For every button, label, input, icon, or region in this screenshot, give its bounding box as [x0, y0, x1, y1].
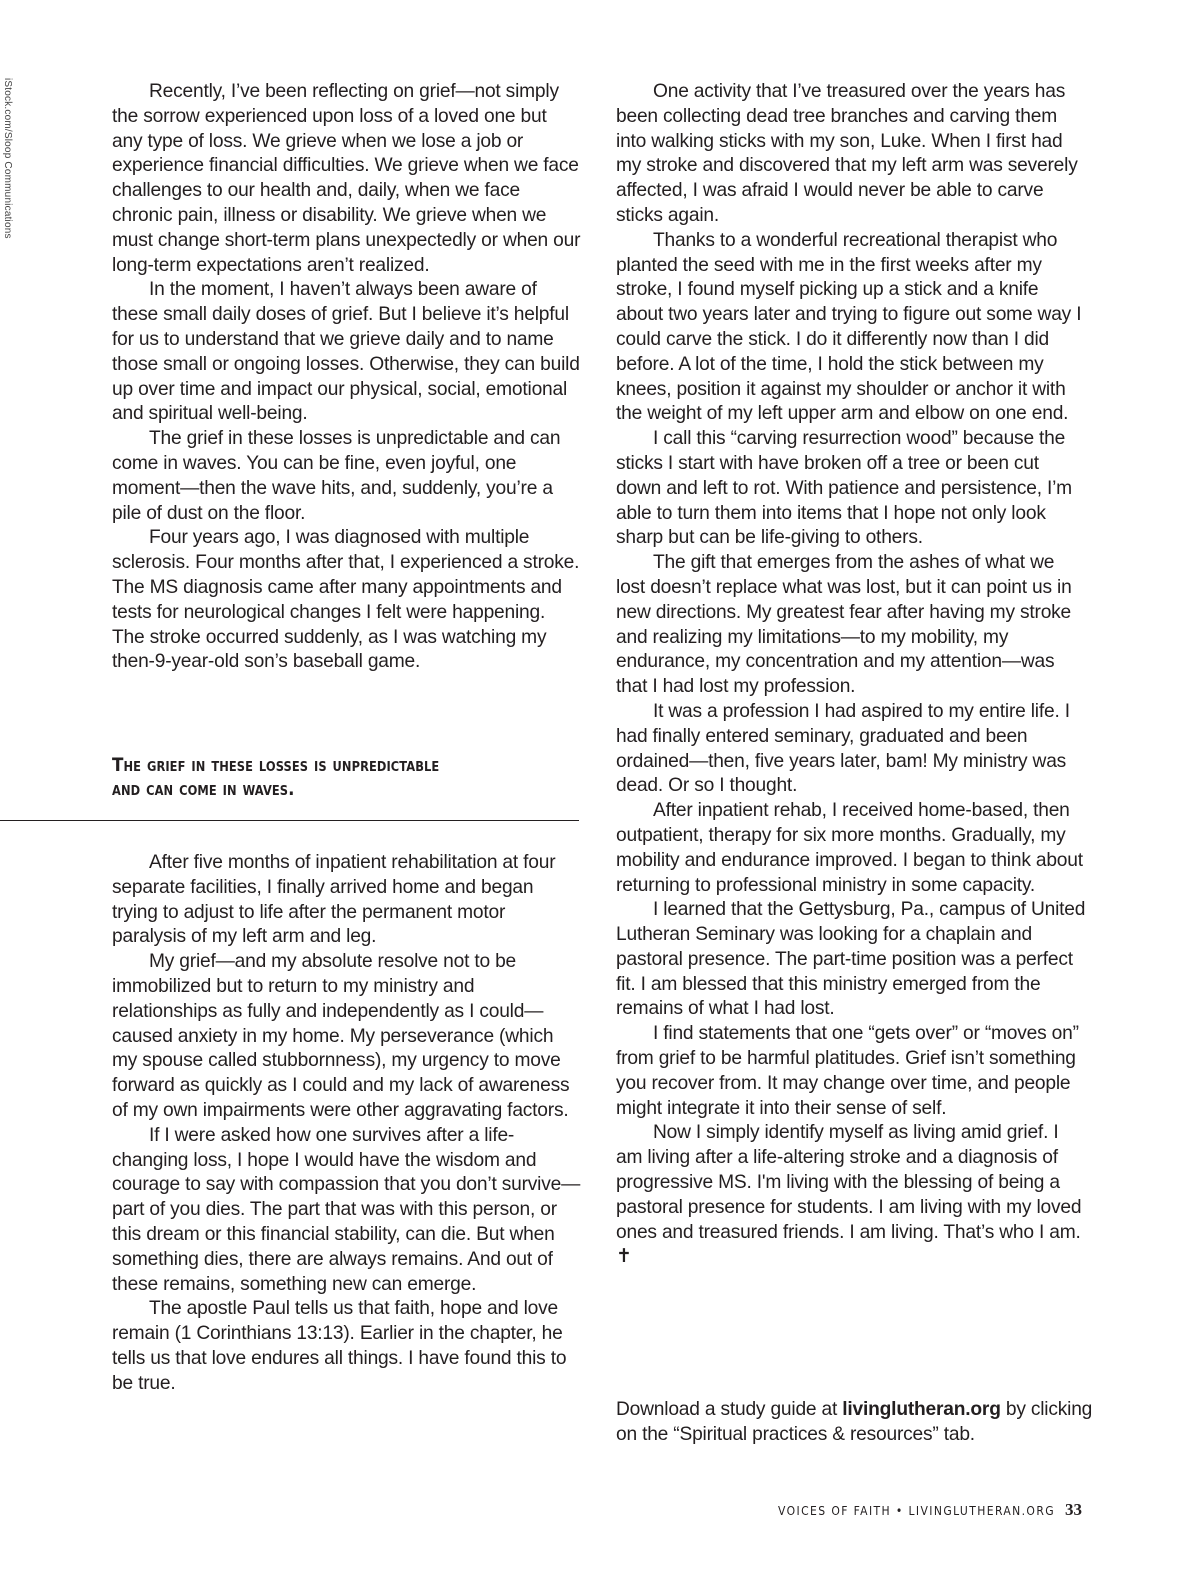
divider-rule [0, 820, 579, 821]
paragraph: I find statements that one “gets over” or “moves on” from grief to be harmful platitudes. Grief isn’t something you recover from. It may change over time, and people might integrate it into their sense of self. [616, 1023, 1079, 1119]
paragraph: After five months of inpatient rehabilitation at four separate facilities, I finally arrived home and began trying to adjust to life after the permanent motor paralysis of my left arm and leg. [112, 852, 556, 948]
paragraph: The grief in these losses is unpredictable and can come in waves. You can be fine, even joyful, one moment—then the wave hits, and, suddenly, you’re a pile of dust on the floor. [112, 428, 561, 524]
paragraph: Now I simply identify myself as living amid grief. I am living after a life-altering stroke and a diagnosis of progressive MS. I'm living with the blessing of being a pastoral presence for students. I am living with my loved ones and treasured friends. I am living. That’s who I am. ✝ [616, 1122, 1082, 1268]
left-column-bottom [112, 851, 582, 1397]
paragraph: My grief—and my absolute resolve not to be immobilized but to return to my ministry and relationships as fully and independently as I could—caused anxiety in my home. My perseverance (which my spouse called stubbornness), my urgency to move forward as quickly as I could and my lack of awareness of my own impairments were other aggravating factors. [112, 951, 570, 1121]
paragraph: The gift that emerges from the ashes of what we lost doesn’t replace what was lost, but it can point us in new directions. My greatest fear after having my stroke and realizing my limitations—to my mobility, my endurance, my concentration and my attention—was that I had lost my profession. [616, 552, 1072, 698]
page-number: 33 [1065, 1500, 1082, 1519]
study-guide-suffix: by clicking on the “Spiritual practices & resources” tab. [616, 1399, 1093, 1445]
footer-text: VOICES OF FAITH • LIVINGLUTHERAN.ORG [778, 1504, 1055, 1518]
paragraph: I learned that the Gettysburg, Pa., campus of United Lutheran Seminary was looking for a chaplain and pastoral presence. The part-time position was a perfect fit. I am blessed that this ministry emerged from the remains of what I had lost. [616, 899, 1086, 1020]
paragraph: It was a profession I had aspired to my entire life. I had finally entered seminary, graduated and been ordained—then, five years later, bam! My ministry was dead. Or so I thought. [616, 700, 1070, 797]
paragraph: One activity that I’ve treasured over the years has been collecting dead tree branches and carving them into walking sticks with my son, Luke. When I first had my stroke and discovered that my left arm was severely affected, I was afraid I would never be able to carve sticks again. [616, 81, 1078, 226]
paragraph: After inpatient rehab, I received home-based, then outpatient, therapy for six more months. Gradually, my mobility and endurance improved. I began to think about returning to professional ministry in some capacity. [616, 800, 1083, 896]
paragraph: I call this “carving resurrection wood” because the sticks I start with have broken off a tree or been cut down and left to rot. With patience and persistence, I’m able to turn them into items that I hope not only look sharp but can be life-giving to others. [616, 428, 1072, 549]
paragraph: The apostle Paul tells us that faith, hope and love remain (1 Corinthians 13:13). Earlier in the chapter, he tells us that love endures all things. I have found this to be true. [112, 1298, 567, 1394]
paragraph: In the moment, I haven’t always been aware of these small daily doses of grief. But I believe it’s helpful for us to understand that we grieve daily and to name those small or ongoing losses. Otherwise, they can build up over time and impact our physical, social, emotional and spiritual well-being. [112, 279, 580, 425]
paragraph: Four years ago, I was diagnosed with multiple sclerosis. Four months after that, I experienced a stroke. The MS diagnosis came after many appointments and tests for neurological changes I felt were happening. The stroke occurred suddenly, as I was watching my then-9-year-old son’s baseball game. [112, 527, 580, 673]
paragraph: Recently, I’ve been reflecting on grief—not simply the sorrow experienced upon loss of a loved one but any type of loss. We grieve when we lose a job or experience financial difficulties. We grieve when we face challenges to our health and, daily, when we face chronic pain, illness or disability. We grieve when we must change short-term plans unexpectedly or when our long-term expectations aren’t realized. [112, 81, 581, 276]
right-column [616, 80, 1086, 1270]
paragraph: If I were asked how one survives after a life-changing loss, I hope I would have the wisdom and courage to say with compassion that you don’t survive—part of you dies. The part that was with this person, or this dream or this financial stability, can die. But when something dies, there are always remains. And out of these remains, something new can emerge. [112, 1124, 581, 1295]
photo-credit: iStock.com/Sloop Communications [2, 78, 13, 239]
study-guide-prefix: Download a study guide at [616, 1399, 843, 1420]
paragraph: Thanks to a wonderful recreational therapist who planted the seed with me in the first weeks after my stroke, I found myself picking up a stick and a knife about two years later and trying to figure out some way I could carve the stick. I do it differently now than I did before. A lot of the time, I hold the stick between my knees, position it against my shoulder or anchor it with the weight of my left upper arm and elbow on one end. [616, 229, 1082, 425]
left-column-top [112, 80, 582, 675]
study-guide-note [616, 1398, 1096, 1448]
pull-quote: The grief in these losses is unpredictable and can come in waves. [112, 754, 440, 800]
page-footer [778, 1500, 1082, 1520]
study-guide-link[interactable]: livinglutheran.org [842, 1399, 1001, 1420]
